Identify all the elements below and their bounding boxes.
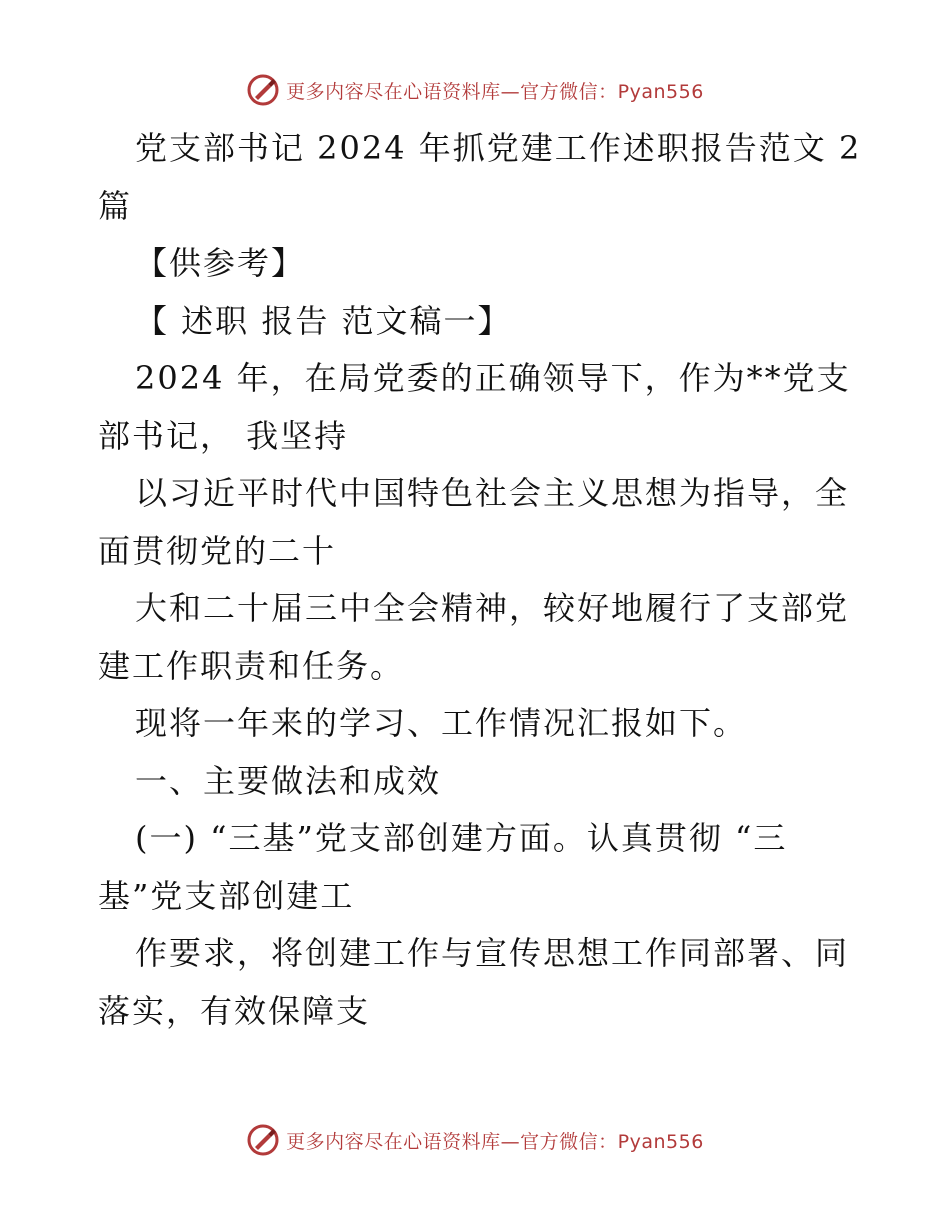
- text-line: 落实，有效保障支: [98, 991, 371, 1030]
- text-line: 现将一年来的学习、工作情况汇报如下。: [135, 704, 748, 742]
- text-line: (一) “三基”党支部创建方面。认真贯彻 “三: [135, 819, 788, 857]
- text-line: 部书记， 我坚持: [98, 416, 349, 455]
- pen-logo-icon: [246, 1123, 280, 1157]
- text-line: 2024 年，在局党委的正确领导下，作为**党支: [135, 359, 851, 397]
- text-line: 作要求，将创建工作与宣传思想工作同部署、同: [135, 934, 850, 972]
- text-line: 【供参考】: [135, 244, 306, 282]
- header-watermark-text: 更多内容尽在心语资料库—官方微信：Pyan556: [286, 80, 704, 103]
- footer-watermark-text: 更多内容尽在心语资料库—官方微信：Pyan556: [286, 1130, 704, 1153]
- text-line: 篇: [98, 186, 133, 225]
- header-watermark-banner: [0, 70, 950, 110]
- text-line: 建工作职责和任务。: [98, 646, 405, 685]
- footer-watermark-banner: [0, 1120, 950, 1160]
- text-line: 党支部书记 2024 年抓党建工作述职报告范文 2: [135, 129, 862, 167]
- text-line: 【 述职 报告 范文稿一】: [135, 301, 512, 340]
- text-line: 大和二十届三中全会精神，较好地履行了支部党: [135, 589, 850, 627]
- text-line: 一、主要做法和成效: [135, 761, 442, 800]
- text-line: 基”党支部创建工: [98, 876, 355, 915]
- text-line: 面贯彻党的二十: [98, 531, 337, 570]
- text-line: 以习近平时代中国特色社会主义思想为指导，全: [135, 474, 850, 512]
- document-body: [98, 120, 862, 1040]
- pen-logo-icon: [246, 73, 280, 107]
